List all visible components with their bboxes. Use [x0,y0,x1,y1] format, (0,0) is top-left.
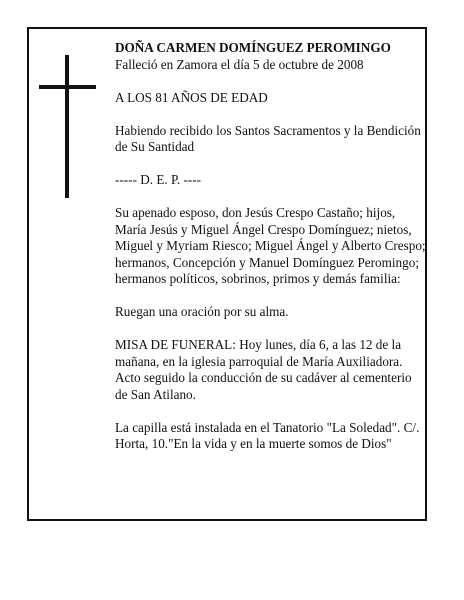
obituary-text [115,40,427,453]
death-line: Falleció en Zamora el día 5 de octubre de 2008 [115,56,364,72]
sacraments-text: Habiendo recibido los Santos Sacramentos y la Bendición de Su Santidad [115,122,421,154]
cross-horizontal-bar [39,85,96,89]
chapel-text: La capilla está instalada en el Tanatorio "La Soledad". C/. Horta, 10."En la vida y en la muerte somos de Dios" [115,419,420,451]
funeral-text: MISA DE FUNERAL: Hoy lunes, día 6, a las 12 de la mañana, en la iglesia parroquial de María Auxiliadora. Acto seguido la conducción de su cadáver al cementerio de San Atilano. [115,337,412,402]
rip-line: ----- D. E. P. ---- [115,172,202,187]
cross-vertical-bar [65,55,69,198]
age-line: A LOS 81 AÑOS DE EDAD [115,89,268,105]
prayer-text: Ruegan una oración por su alma. [115,304,289,319]
family-text: Su apenado esposo, don Jesús Crespo Castaño; hijos, María Jesús y Miguel Ángel Crespo Domínguez; nietos, Miguel y Myriam Riesco; Miguel Ángel y Alberto Crespo; hermanos, Concepción y Manuel Domínguez Peromingo; hermanos políticos, sobrinos, primos y demás familia: [115,205,426,286]
deceased-name: DOÑA CARMEN DOMÍNGUEZ PEROMINGO [115,40,391,55]
